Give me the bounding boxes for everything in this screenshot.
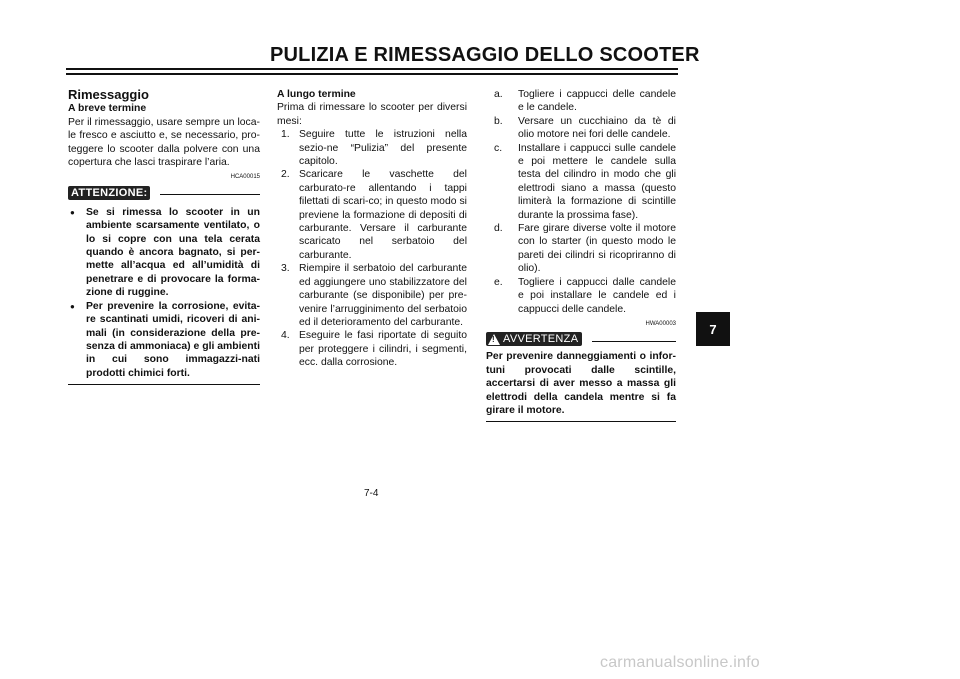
- substep-letter: c.: [494, 142, 503, 154]
- substep-letter: a.: [494, 89, 503, 100]
- column-storage-long-term: [277, 88, 467, 370]
- section-heading: Rimessaggio: [68, 87, 149, 102]
- caution-item: ● Se si rimessa lo scooter in un ambiente scarsamente ventilato, o lo si copre con una tela cerata quando è ancora bagnato, si per-mette all’acqua ed all’umidità di penetrare e di provocare la forma-zione di ruggine.: [68, 206, 260, 300]
- header-rule-bottom: [66, 73, 678, 75]
- list-item: [277, 128, 467, 168]
- page-title: PULIZIA E RIMESSAGGIO DELLO SCOOTER: [270, 44, 700, 66]
- long-term-steps: [277, 128, 467, 369]
- substep-letter: e.: [494, 276, 503, 288]
- caution-list: [68, 206, 260, 380]
- step-number: 3.: [281, 263, 290, 275]
- list-item: [277, 329, 467, 369]
- warning-end-rule: [486, 421, 676, 422]
- step-number: 2.: [281, 169, 290, 181]
- list-item: [486, 142, 676, 222]
- step-text: Riempire il serbatoio del carburante ed aggiungere uno stabilizzatore del carburante (se disponibile) per pre-venire l’arrugginimento del serbatoio ed il deterioramento del carburante.: [299, 263, 467, 328]
- caution-item: ● Per prevenire la corrosione, evita-re scantinati umidi, ricoveri di ani-mali (in considerazione della pre-senza di ammoniaca) e gli ambienti in cui sono immagazzi-nati prodotti chimici forti.: [68, 300, 260, 380]
- caution-label: ATTENZIONE:: [68, 186, 150, 200]
- warning-text: Per prevenire danneggiamenti o infor-tuni provocati dalle scintille, accertarsi di aver messo a massa gli elettrodi della candela mentre si fa girare il motore.: [486, 351, 676, 416]
- short-term-paragraph: Per il rimessaggio, usare sempre un loca-le fresco e asciutto e, se necessario, pro-teggere lo scooter dalla polvere con una copertura che lasci traspirare l’aria.: [68, 116, 260, 169]
- chapter-tab: 7: [696, 312, 730, 346]
- column-storage-short-term: [68, 88, 260, 385]
- column-substeps: [486, 88, 676, 422]
- step-text: Scaricare le vaschette del carburato-re allentando i tappi filettati di scari-co; in questo modo si previene la formazione di depositi di carburante. Versare il carburante scaricato nel serbatoio del carburante.: [299, 169, 467, 261]
- list-item: [486, 88, 676, 115]
- subheading-long-term: A lungo termine: [277, 89, 356, 100]
- substeps-list: [486, 88, 676, 316]
- substep-text: Togliere i cappucci delle candele e le candele.: [518, 89, 676, 114]
- step-number: 4.: [281, 330, 290, 342]
- caution-rule: [160, 194, 260, 195]
- list-item: [486, 115, 676, 142]
- warning-triangle-icon: !: [488, 334, 500, 345]
- substep-text: Togliere i cappucci dalle candele e poi installare le candele ed i cappucci delle candele.: [518, 276, 676, 315]
- caution-end-rule: [68, 384, 260, 385]
- step-text: Eseguire le fasi riportate di seguito per proteggere i cilindri, i segmenti, ecc. dalla corrosione.: [299, 330, 467, 369]
- step-text: Seguire tutte le istruzioni nella sezio-ne “Pulizia” del presente capitolo.: [299, 129, 467, 168]
- substep-text: Fare girare diverse volte il motore con lo starter (in questo modo le pareti dei cilindri si ricopriranno di olio).: [518, 223, 676, 275]
- list-item: [486, 222, 676, 276]
- warning-badge: [486, 332, 582, 346]
- warning-code: HWA00003: [645, 320, 676, 327]
- warning-header: [486, 332, 676, 346]
- list-item: [486, 276, 676, 316]
- substep-letter: d.: [494, 223, 503, 235]
- warning-rule: [592, 341, 676, 342]
- substep-text: Versare un cucchiaino da tè di olio motore nei fori delle candele.: [518, 115, 676, 141]
- header-rule-top: [66, 68, 678, 70]
- watermark: carmanualsonline.info: [600, 654, 760, 671]
- warning-label: AVVERTENZA: [503, 333, 579, 346]
- caution-code: HCA00015: [230, 174, 260, 181]
- list-item: [277, 168, 467, 262]
- long-term-intro: Prima di rimessare lo scooter per diversi mesi:: [277, 102, 467, 127]
- substep-text: Installare i cappucci sulle candele e poi mettere le candele sulla testa del cilindro in modo che gli elettrodi siano a massa (questo limiterà la formazione di scintille durante la prossima fase).: [518, 142, 676, 221]
- page-number: 7-4: [364, 488, 379, 499]
- substep-letter: b.: [494, 115, 503, 127]
- step-number: 1.: [281, 129, 290, 141]
- caution-header: [68, 186, 260, 200]
- subheading-short-term: A breve termine: [68, 103, 147, 115]
- list-item: [277, 262, 467, 329]
